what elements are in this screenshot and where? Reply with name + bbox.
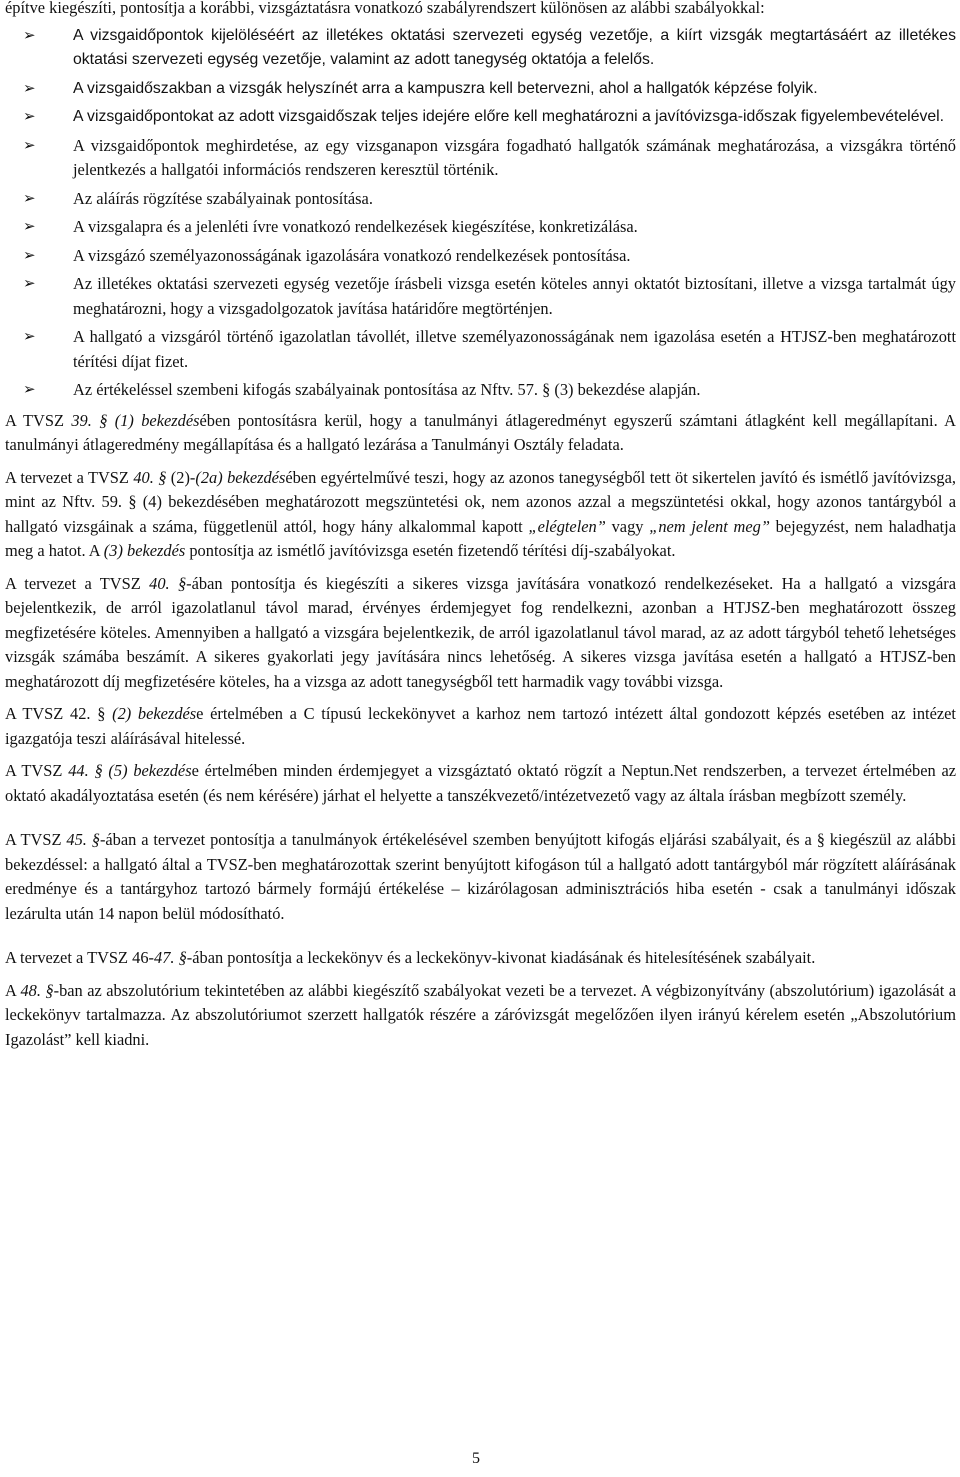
list-item: ➢ Az értékeléssel szembeni kifogás szabályainak pontosítása az Nftv. 57. § (3) bekezdése alapján. — [5, 378, 956, 403]
list-item: ➢ A vizsgaidőpontok kijelöléséért az illetékes oktatási szervezeti egység vezetője, a kiírt vizsgák megtartásáért az illetékes oktatási szervezeti egység vezetője, valamint az adott tanegység oktatója a felelős. — [5, 24, 956, 73]
paragraph-tvsz-40-b: A tervezet a TVSZ 40. §-ában pontosítja és kiegészíti a sikeres vizsga javítására vonatkozó rendelkezéseket. Ha a hallgató a vizsgára bejelentkezik, de arról igazolatlanul távol marad, érvényes érdemjegyet fog rendelkezni, azonban a HTJSZ-ben meghatározott összeg megfizetésére köteles. Amennyiben a hallgató a vizsgára bejelentkezik, de arról igazolatlanul távol marad, az az adott tárgyból tehető lehetséges vizsgák számába beszámít. A sikeres gyakorlati jegy javítására nincs lehetőség. A sikeres vizsga javítása esetén a hallgató a HTJSZ-ben meghatározott díj megfizetésére köteles, ha a vizsga az adott tanegységből tett harmadik vagy további vizsga. — [5, 573, 956, 691]
arrow-bullet-icon: ➢ — [23, 137, 36, 154]
arrow-bullet-icon: ➢ — [23, 190, 36, 207]
arrow-bullet-icon: ➢ — [23, 329, 36, 345]
list-item: ➢ Az illetékes oktatási szervezeti egység vezetője írásbeli vizsga esetén köteles annyi oktatót biztosítani, illetve a vizsga tartalmát úgy meghatározni, hogy a vizsgadolgozatok javítása határidőre megtörténjen. — [23, 274, 956, 318]
list-item: ➢ A vizsgaidőpontokat az adott vizsgaidőszak teljes idejére előre kell meghatározni a javítóvizsga-időszak figyelembevételével. — [5, 105, 956, 130]
arrow-bullet-icon: ➢ — [23, 79, 36, 97]
arrow-bullet-icon: ➢ — [23, 26, 36, 44]
list-item: ➢ A hallgató a vizsgáról történő igazolatlan távollét, illetve személyazonosságának nem igazolása esetén a HTJSZ-ben meghatározott térítési díjat fizet. — [23, 327, 956, 371]
arrow-bullet-icon: ➢ — [23, 276, 36, 292]
arrow-bullet-icon: ➢ — [23, 382, 36, 398]
arrow-bullet-icon: ➢ — [23, 108, 36, 125]
paragraph-tvsz-39: A TVSZ 39. § (1) bekezdésében pontosításra kerül, hogy a tanulmányi átlageredményt egyszerű számtani átlagként kell megállapítani. A tanulmányi átlageredmény megállapítása és a hallgató lezárása a Tanulmányi Osztály feladata. — [5, 410, 956, 454]
list-item: ➢ A vizsgalapra és a jelenléti ívre vonatkozó rendelkezések kiegészítése, konkretizálása. — [5, 215, 956, 240]
paragraph-tvsz-44: A TVSZ 44. § (5) bekezdése értelmében minden érdemjegyet a vizsgáztató oktató rögzít a Neptun.Net rendszerben, a tervezet értelmében az oktató akadályoztatása esetén (és nem kérésére) járhat el helyette a tanszékvezető/intézetvezető vagy az általa írásban megbízott személy. — [5, 761, 957, 805]
arrow-bullet-icon: ➢ — [23, 219, 36, 235]
intro-paragraph: építve kiegészíti, pontosítja a korábbi, vizsgáztatásra vonatkozó szabályrendszert különösen az alábbi szabályokkal: — [5, 0, 765, 17]
list-item: ➢ A vizsgázó személyazonosságának igazolására vonatkozó rendelkezések pontosítása. — [5, 244, 956, 269]
paragraph-tvsz-40-a: A tervezet a TVSZ 40. § (2)-(2a) bekezdésében egyértelművé teszi, hogy az azonos tanegységből tett öt sikertelen javító és ismétlő javítóvizsga, mint az Nftv. 59. § (4) bekezdésében meghatározott megszüntetési ok, nem azonos azzal a megszüntetési okkal, hogy azonos tantárgyból a hallgató vizsgáinak a száma, függetlenül attól, hogy hány alkalommal kapott „elégtelen” vagy „nem jelent meg” bejegyzést, nem haladhatja meg a hatot. A (3) bekezdés pontosítja az ismétlő javítóvizsga esetén fizetendő térítési díj-szabályokat. — [5, 467, 956, 560]
list-item: ➢ A vizsgaidőszakban a vizsgák helyszínét arra a kampuszra kell betervezni, ahol a hallgatók képzése folyik. — [5, 77, 956, 102]
paragraph-tvsz-46-47: A tervezet a TVSZ 46-47. §-ában pontosítja a leckekönyv és a leckekönyv-kivonat kiadásának és hitelesítésének szabályait. — [5, 948, 816, 967]
list-item: ➢ Az aláírás rögzítése szabályainak pontosítása. — [5, 187, 956, 212]
document-page — [5, 0, 956, 1052]
rule-list — [5, 24, 956, 403]
arrow-bullet-icon: ➢ — [23, 247, 36, 264]
page-number: 5 — [472, 1450, 480, 1467]
paragraph-tvsz-45: A TVSZ 45. §-ában a tervezet pontosítja a tanulmányok értékelésével szemben benyújtott kifogás eljárási szabályait, és a § kiegészül az alábbi bekezdéssel: a hallgató által a TVSZ-ben meghatározottak szerint benyújtott kifogáson túl a hallgató adott tantárgyból már rögzített aláírásának eredménye és a tantárgyhoz tartozó bármely formájú értékelése – kizárólagosan adminisztrációs hiba esetén - csak a tanulmányi időszak lezárulta után 14 napon belül módosítható. — [5, 830, 957, 923]
paragraph-tvsz-48: A 48. §-ban az abszolutórium tekintetében az alábbi kiegészítő szabályokat vezeti be a tervezet. A végbizonyítvány (abszolutórium) igazolását a leckekönyv tartalmazza. Az abszolutóriumot szerzett hallgatók részére a záróvizsgát megelőzően ilyen irányú kérelem esetén „Abszolutórium Igazolást” kell kiadni. — [5, 980, 957, 1049]
list-item: ➢ A vizsgaidőpontok meghirdetése, az egy vizsganapon vizsgára fogadható hallgatók számának meghatározása, a vizsgákra történő jelentkezés a hallgatói információs rendszeren keresztül történik. — [23, 135, 956, 179]
paragraph-tvsz-42: A TVSZ 42. § (2) bekezdése értelmében a C típusú leckekönyvet a karhoz nem tartozó intézett által gondozott képzés esetében az intézet igazgatója teszi aláírásával hitelessé. — [5, 704, 956, 748]
